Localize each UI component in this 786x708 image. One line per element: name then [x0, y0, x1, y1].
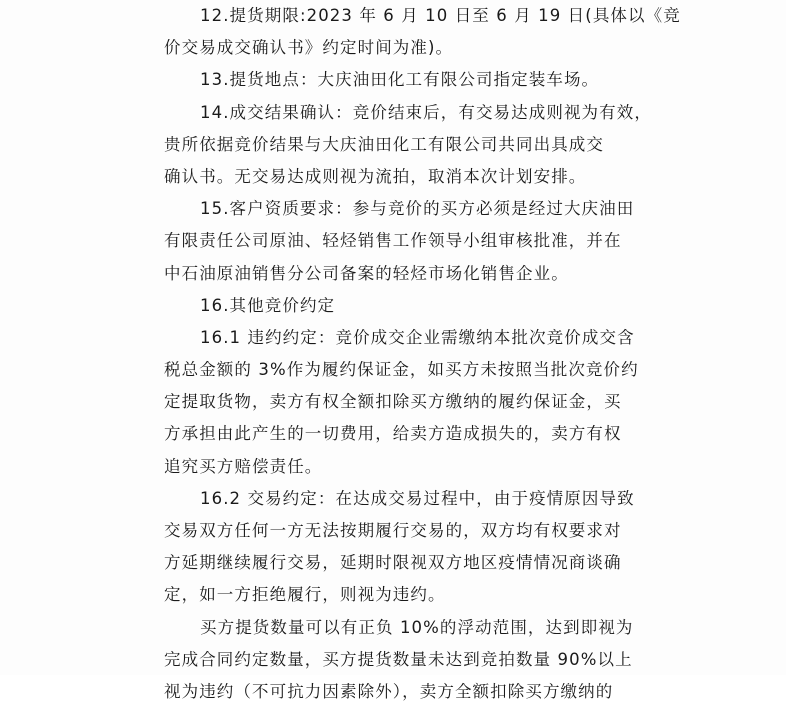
document-text-block — [164, 0, 681, 708]
text-line: 交易双方任何一方无法按期履行交易的，双方均有权要求对 — [164, 521, 622, 540]
text-line: 15.客户资质要求：参与竞价的买方必须是经过大庆油田 — [200, 199, 635, 219]
text-line: 14.成交结果确认：竞价结束后，有交易达成则视为有效， — [200, 102, 652, 122]
text-line: 中石油原油销售分公司备案的轻烃市场化销售企业。 — [164, 263, 569, 283]
text-line: 价交易成交确认书》约定时间为准)。 — [164, 38, 454, 58]
text-line: 方承担由此产生的一切费用，给卖方造成损失的，卖方有权 — [164, 424, 622, 444]
text-line: 追究买方赔偿责任。 — [164, 456, 323, 476]
text-line: 贵所依据竞价结果与大庆油田化工有限公司共同出具成交 — [164, 134, 604, 154]
text-line: 定，如一方拒绝履行，则视为违约。 — [164, 585, 446, 605]
text-line: 16.1 违约约定：竞价成交企业需缴纳本批次竞价成交含 — [200, 327, 635, 347]
text-line: 税总金额的 3%作为履约保证金，如买方未按照当批次竞价约 — [164, 360, 639, 380]
text-line: 有限责任公司原油、轻烃销售工作领导小组审核批准，并在 — [164, 231, 622, 251]
text-line: 12.提货期限:2023 年 6 月 10 日至 6 月 19 日(具体以《竞 — [200, 6, 681, 25]
section-heading: 16.其他竞价约定 — [200, 295, 336, 315]
text-line: 确认书。无交易达成则视为流拍，取消本次计划安排。 — [164, 166, 587, 186]
text-line: 方延期继续履行交易，延期时限视双方地区疫情情况商谈确 — [164, 553, 622, 573]
text-line: 完成合同约定数量，买方提货数量未达到竞拍数量 90%以上 — [164, 649, 633, 669]
text-line: 定提取货物，卖方有权全额扣除买方缴纳的履约保证金，买 — [164, 392, 622, 412]
text-line: 13.提货地点：大庆油田化工有限公司指定装车场。 — [200, 70, 600, 90]
text-line: 视为违约（不可抗力因素除外），卖方全额扣除买方缴纳的 — [164, 681, 614, 701]
text-line: 16.2 交易约定：在达成交易过程中，由于疫情原因导致 — [200, 488, 635, 508]
text-line: 买方提货数量可以有正负 10%的浮动范围，达到即视为 — [200, 617, 634, 637]
